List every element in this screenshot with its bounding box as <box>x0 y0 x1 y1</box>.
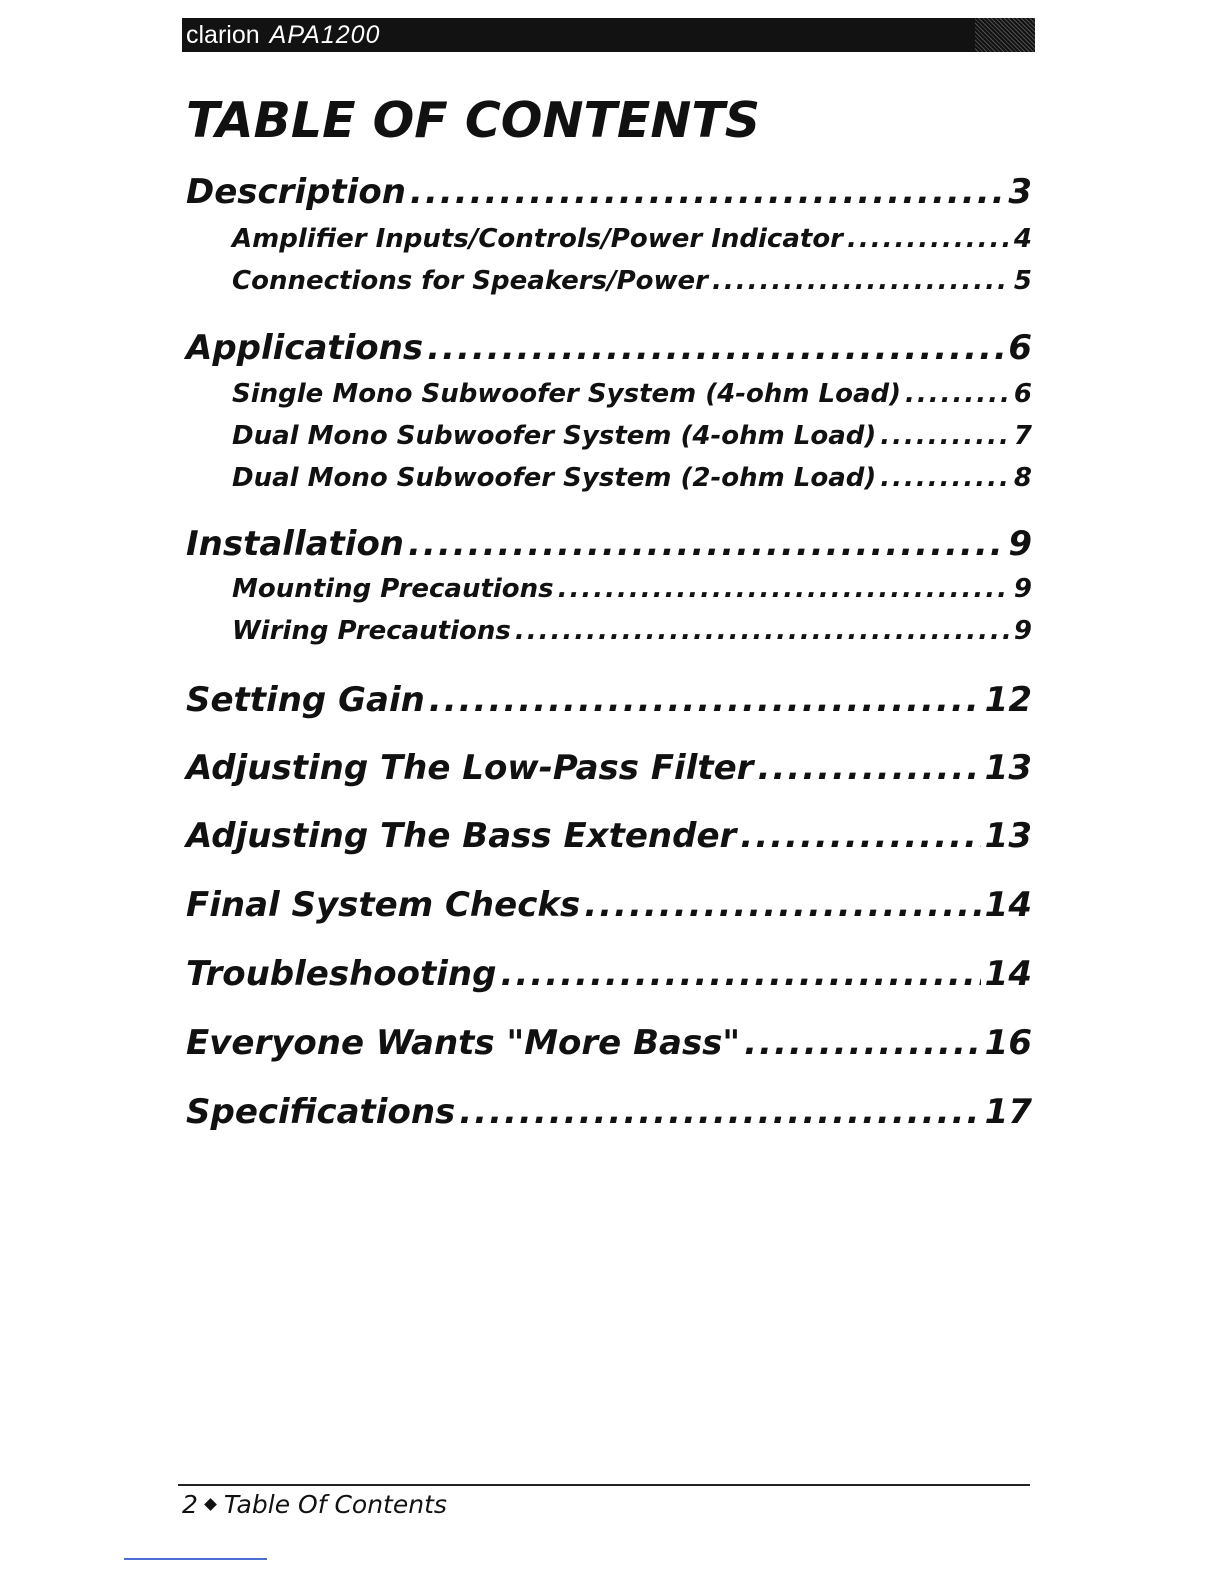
footer-section-title: Table Of Contents <box>223 1490 447 1519</box>
toc-entry-page: 7 <box>1013 421 1032 451</box>
toc-entry-bass-extender[interactable] <box>186 816 1032 856</box>
dot-leader <box>880 421 1010 451</box>
toc-entry-label: Applications <box>186 328 424 368</box>
toc-entry-mounting-precautions[interactable] <box>232 574 1032 604</box>
dot-leader <box>558 574 1010 604</box>
toc-entry-page: 16 <box>984 1023 1032 1063</box>
toc-entry-label: Dual Mono Subwoofer System (4-ohm Load) <box>232 421 877 451</box>
footer-rule <box>178 1484 1030 1486</box>
model-name: APA1200 <box>269 20 381 49</box>
toc-entry-label: Dual Mono Subwoofer System (2-ohm Load) <box>232 463 877 493</box>
dot-leader <box>847 224 1010 254</box>
toc-entry-label: Final System Checks <box>186 885 581 925</box>
toc-entry-label: Wiring Precautions <box>232 616 511 646</box>
page-footer <box>182 1490 447 1519</box>
toc-entry-page: 8 <box>1013 463 1032 493</box>
header-bar <box>182 18 1035 52</box>
toc-entry-installation[interactable] <box>186 524 1032 564</box>
toc-entry-low-pass-filter[interactable] <box>186 748 1032 788</box>
toc-entry-label: Single Mono Subwoofer System (4-ohm Load) <box>232 379 902 409</box>
dot-leader <box>410 172 1004 212</box>
toc-entry-connections[interactable] <box>232 266 1032 296</box>
toc-entry-specifications[interactable] <box>186 1092 1032 1132</box>
toc-entry-dual-mono-2ohm[interactable] <box>232 463 1032 493</box>
toc-entry-applications[interactable] <box>186 328 1032 368</box>
dot-leader <box>584 885 980 925</box>
toc-entry-page: 12 <box>984 680 1032 720</box>
toc-entry-page: 13 <box>984 748 1032 788</box>
toc-entry-page: 9 <box>1013 616 1032 646</box>
toc-entry-page: 3 <box>1008 172 1032 212</box>
dot-leader <box>905 379 1010 409</box>
toc-entry-label: Setting Gain <box>186 680 425 720</box>
toc-entry-page: 6 <box>1008 328 1032 368</box>
toc-entry-wiring-precautions[interactable] <box>232 616 1032 646</box>
toc-entry-final-system-checks[interactable] <box>186 885 1032 925</box>
dot-leader <box>880 463 1010 493</box>
dot-leader <box>757 748 980 788</box>
scan-artifact-line <box>124 1558 267 1560</box>
toc-entry-label: Amplifier Inputs/Controls/Power Indicator <box>232 224 843 254</box>
toc-entry-page: 5 <box>1013 266 1032 296</box>
toc-entry-page: 17 <box>984 1092 1032 1132</box>
toc-entry-page: 6 <box>1013 379 1032 409</box>
toc-entry-label: Description <box>186 172 406 212</box>
toc-entry-label: Everyone Wants "More Bass" <box>186 1023 741 1063</box>
toc-entry-page: 9 <box>1013 574 1032 604</box>
dot-leader <box>500 954 980 994</box>
toc-entry-page: 9 <box>1008 524 1032 564</box>
dot-leader <box>712 266 1010 296</box>
diamond-icon <box>204 1498 217 1511</box>
toc-entry-label: Adjusting The Low-Pass Filter <box>186 748 754 788</box>
page-number: 2 <box>182 1490 198 1519</box>
header-shade <box>975 18 1035 52</box>
toc-entry-setting-gain[interactable] <box>186 680 1032 720</box>
dot-leader <box>429 680 981 720</box>
toc-entry-dual-mono-4ohm[interactable] <box>232 421 1032 451</box>
page-title: TABLE OF CONTENTS <box>186 92 761 149</box>
dot-leader <box>744 1023 981 1063</box>
toc-entry-description[interactable] <box>186 172 1032 212</box>
toc-entry-page: 4 <box>1013 224 1032 254</box>
toc-entry-single-mono-4ohm[interactable] <box>232 379 1032 409</box>
toc-entry-troubleshooting[interactable] <box>186 954 1032 994</box>
dot-leader <box>740 816 980 856</box>
toc-entry-label: Troubleshooting <box>186 954 497 994</box>
toc-entry-label: Adjusting The Bass Extender <box>186 816 737 856</box>
toc-entry-label: Mounting Precautions <box>232 574 554 604</box>
toc-entry-label: Specifications <box>186 1092 456 1132</box>
toc-entry-page: 14 <box>984 885 1032 925</box>
toc-entry-amplifier-inputs[interactable] <box>232 224 1032 254</box>
toc-entry-label: Installation <box>186 524 405 564</box>
toc-entry-label: Connections for Speakers/Power <box>232 266 708 296</box>
dot-leader <box>515 616 1010 646</box>
dot-leader <box>427 328 1004 368</box>
dot-leader <box>459 1092 980 1132</box>
brand-name: clarion <box>186 20 260 49</box>
toc-entry-page: 13 <box>984 816 1032 856</box>
toc-entry-page: 14 <box>984 954 1032 994</box>
toc-entry-more-bass[interactable] <box>186 1023 1032 1063</box>
dot-leader <box>408 524 1004 564</box>
